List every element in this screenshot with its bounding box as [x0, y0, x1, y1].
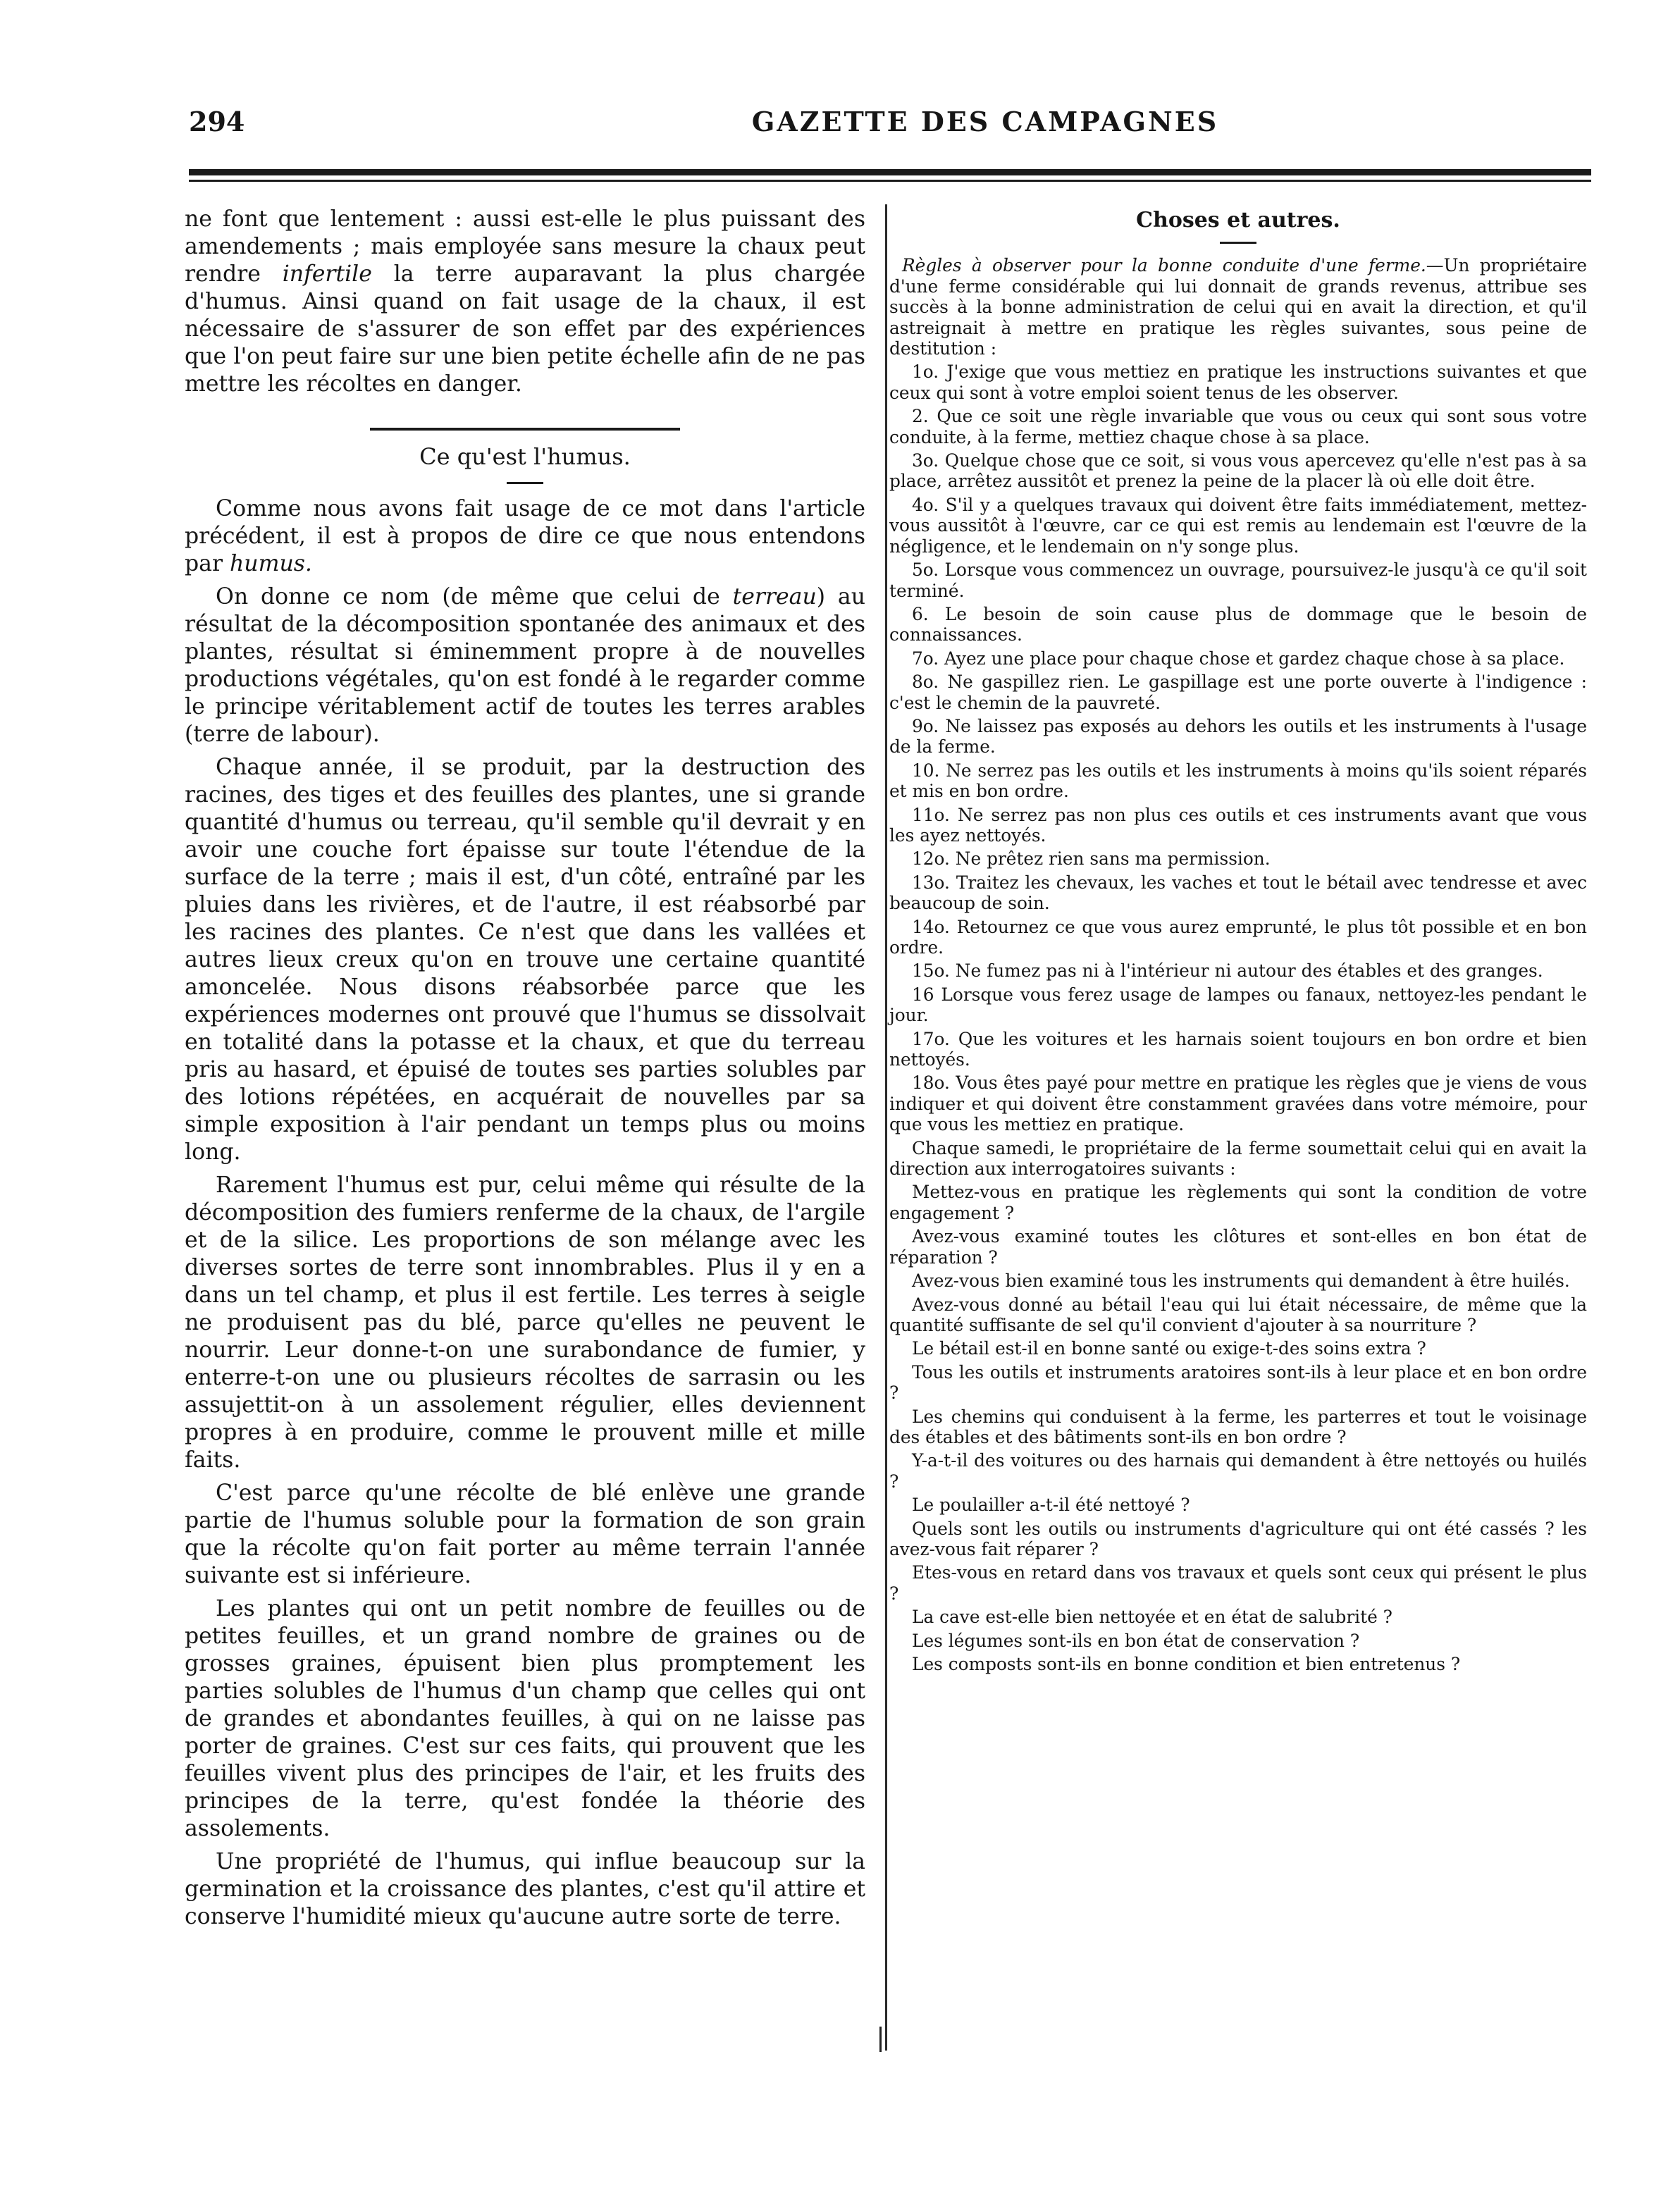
rule-item: 8o. Ne gaspillez rien. Le gaspillage est une porte ouverte à l'indigence : c'est le chemin de la pauvreté.: [889, 672, 1587, 713]
rule-item: 12o. Ne prêtez rien sans ma permission.: [912, 848, 1271, 870]
rules-list: [889, 361, 1587, 1674]
rule-item: Les chemins qui conduisent à la ferme, les parterres et tout le voisinage des étables et des bâtiments sont-ils en bon ordre ?: [889, 1406, 1587, 1447]
rule-item: Avez-vous donné au bétail l'eau qui lui était nécessaire, de même que la quantité suffisante de sel qu'il convient d'ajouter à sa nourriture ?: [889, 1294, 1587, 1335]
rule-item: La cave est-elle bien nettoyée et en état de salubrité ?: [912, 1607, 1392, 1628]
intro-title: Règles à observer pour la bonne conduite d'une ferme.: [902, 255, 1426, 276]
rule-item: Tous les outils et instruments aratoires sont-ils à leur place et en bon ordre ?: [889, 1361, 1587, 1404]
rule-item: 2. Que ce soit une règle invariable que vous ou ceux qui sont sous votre conduite, à la ferme, mettiez chaque chose à sa place.: [889, 406, 1587, 447]
rule-item: Y-a-t-il des voitures ou des harnais qui demandent à être nettoyés ou huilés ?: [889, 1450, 1587, 1492]
rule-item: 5o. Lorsque vous commencez un ouvrage, poursuivez-le jusqu'à ce qu'il soit terminé.: [889, 559, 1587, 601]
paragraph: C'est parce qu'une récolte de blé enlève une grande partie de l'humus soluble pour la formation de son grain que la récolte qu'on fait porter au même terrain l'année suivante est si inférieure.: [185, 1480, 865, 1588]
rule-item: 9o. Ne laissez pas exposés au dehors les outils et les instruments à l'usage de la ferme.: [889, 715, 1587, 758]
rule-item: 14o. Retournez ce que vous aurez emprunté, le plus tôt possible et en bon ordre.: [889, 916, 1587, 958]
title-rule: [1220, 242, 1256, 244]
rule-item: 11o. Ne serrez pas non plus ces outils et ces instruments avant que vous les ayez nettoyés.: [889, 804, 1587, 846]
continued-paragraph: ne font que lentement : aussi est-elle le plus puissant des amendements ; mais employée sans mesure la chaux peut rendre infertile la terre auparavant la plus chargée d'humus. Ainsi quand on fait usage de la chaux, il est nécessaire de s'assurer de son effet par des expériences que l'on peut faire sur une bien petite échelle afin de ne pas mettre les récoltes en danger.: [185, 206, 865, 397]
article-title-humus: Ce qu'est l'humus.: [419, 443, 631, 470]
rule-item: 7o. Ayez une place pour chaque chose et gardez chaque chose à sa place.: [912, 648, 1565, 669]
rule-item: Le bétail est-il en bonne santé ou exige-t-des soins extra ?: [912, 1338, 1426, 1359]
paragraph: On donne ce nom (de même que celui de terreau) au résultat de la décomposition spontanée des animaux et des plantes, résultat si éminemment propre à de nouvelles productions végétales, qu'on est fondé à le regarder comme le principe véritablement actif de toutes les terres arables (terre de labour).: [185, 584, 865, 747]
rule-item: Chaque samedi, le propriétaire de la ferme soumettait celui qui en avait la direction aux interrogatoires suivants :: [889, 1137, 1587, 1180]
rule-item: 6. Le besoin de soin cause plus de dommage que le besoin de connaissances.: [889, 603, 1587, 645]
rule-item: 15o. Ne fumez pas ni à l'intérieur ni autour des étables et des granges.: [912, 960, 1543, 982]
header-rule-thick: [189, 169, 1591, 175]
rule-item: 1o. J'exige que vous mettiez en pratique les instructions suivantes et que ceux qui sont à votre emploi soient tenus de les observer.: [889, 361, 1587, 403]
rule-item: Les légumes sont-ils en bon état de conservation ?: [912, 1630, 1360, 1651]
rule-item: 18o. Vous êtes payé pour mettre en pratique les règles que je viens de vous indiquer et qui doivent être constamment gravées dans votre mémoire, pour que vous les mettiez en pratique.: [889, 1072, 1587, 1135]
paragraph: Les plantes qui ont un petit nombre de feuilles ou de petites feuilles, et un grand nombre de graines ou de grosses graines, épuisent bien plus promptement les parties solubles de l'humus d'un champ que celles qui ont de grandes et abondantes feuilles, à qui on ne laisse pas porter de graines. C'est sur ces faits, qui prouvent que les feuilles vivent plus des principes de l'air, et les fruits des principes de la terre, qu'est fondée la théorie des assolements.: [185, 1596, 865, 1841]
rule-item: 4o. S'il y a quelques travaux qui doivent être faits immédiatement, mettez-vous aussitôt à l'œuvre, car ce qui est remis au lendemain est l'œuvre de la négligence, et le lendemain on n'y songe plus.: [889, 494, 1587, 557]
rule-item: Les composts sont-ils en bonne condition et bien entretenus ?: [912, 1654, 1461, 1674]
bracket-mark: [874, 2027, 882, 2052]
intro-paragraph: [889, 255, 1587, 359]
column-divider: [885, 204, 887, 2051]
article-separator: [370, 428, 680, 431]
rule-item: Avez-vous examiné toutes les clôtures et sont-elles en bon état de réparation ?: [889, 1226, 1587, 1268]
paragraph: Chaque année, il se produit, par la destruction des racines, des tiges et des feuilles des plantes, une si grande quantité d'humus ou terreau, qu'il semble qu'il devrait y en avoir une couche fort épaisse sur toute l'étendue de la surface de la terre ; mais il est, d'un côté, entraîné par les pluies dans les rivières, et de l'autre, il est réabsorbé par les racines des plantes. Ce n'est que dans les vallées et autres lieux creux qu'on en trouve une certaine quantité amoncelée. Nous disons réabsorbée parce que les expériences modernes ont prouvé que l'humus se dissolvait en totalité dans la potasse et la chaux, et que du terreau pris au hasard, et épuisé de toutes ses parties solubles par des lotions répétées, en acquérait de nouvelles par sa simple exposition à l'air pendant un temps plus ou moins long.: [185, 755, 865, 1165]
rule-item: 17o. Que les voitures et les harnais soient toujours en bon ordre et bien nettoyés.: [889, 1028, 1587, 1070]
intro-text: —Un propriétaire d'une ferme considérable qui lui donnait de grands revenus, attribue ses succès à la bonne administration de celui qui en avait la direction, et qu'il astreignait à mettre en pratique les règles suivantes, sous peine de destitution :: [889, 255, 1587, 359]
paragraph: Une propriété de l'humus, qui influe beaucoup sur la germination et la croissance des plantes, c'est qu'il attire et conserve l'humidité mieux qu'aucune autre sorte de terre.: [185, 1849, 865, 1929]
rule-item: Le poulailler a-t-il été nettoyé ?: [912, 1495, 1190, 1516]
rule-item: Quels sont les outils ou instruments d'agriculture qui ont été cassés ? les avez-vous fait réparer ?: [889, 1518, 1587, 1559]
rule-item: Etes-vous en retard dans vos travaux et quels sont ceux qui présent le plus ?: [889, 1562, 1587, 1604]
article-title-choses: Choses et autres.: [1136, 208, 1340, 233]
rule-item: 10. Ne serrez pas les outils et les instruments à moins qu'ils soient réparés et mis en bon ordre.: [889, 760, 1587, 802]
left-column: [185, 206, 865, 1931]
rule-item: 13o. Traitez les chevaux, les vaches et tout le bétail avec tendresse et avec beaucoup de soin.: [889, 872, 1587, 914]
header-rule-thin: [189, 180, 1591, 182]
right-column: [889, 206, 1587, 1674]
page-header: [189, 106, 1591, 141]
rule-item: Mettez-vous en pratique les règlements qui sont la condition de votre engagement ?: [889, 1182, 1587, 1223]
page-number: 294: [189, 106, 245, 137]
running-head-title: GAZETTE DES CAMPAGNES: [751, 106, 1219, 137]
paragraph: Comme nous avons fait usage de ce mot dans l'article précédent, il est à propos de dire ce que nous entendons par humus.: [185, 496, 865, 576]
rule-item: 3o. Quelque chose que ce soit, si vous vous apercevez qu'elle n'est pas à sa place, arrêtez aussitôt et prenez la peine de la placer là où elle doit être.: [889, 450, 1587, 492]
rule-item: 16 Lorsque vous ferez usage de lampes ou fanaux, nettoyez-les pendant le jour.: [889, 984, 1587, 1026]
rule-item: Avez-vous bien examiné tous les instruments qui demandent à être huilés.: [912, 1270, 1570, 1292]
title-rule: [507, 482, 543, 484]
paragraph: Rarement l'humus est pur, celui même qui résulte de la décomposition des fumiers renferme de la chaux, de l'argile et de la silice. Les proportions de son mélange avec les diverses sortes de terre sont innombrables. Plus il y en a dans un tel champ, et plus il est fertile. Les terres à seigle ne produisent pas du blé, parce qu'elles ne peuvent le nourrir. Leur donne-t-on une surabondance de fumier, y enterre-t-on une ou plusieurs récoltes de sarrasin ou les assujettit-on à un assolement régulier, elles deviennent propres à en produire, comme le prouvent mille et mille faits.: [185, 1173, 865, 1473]
